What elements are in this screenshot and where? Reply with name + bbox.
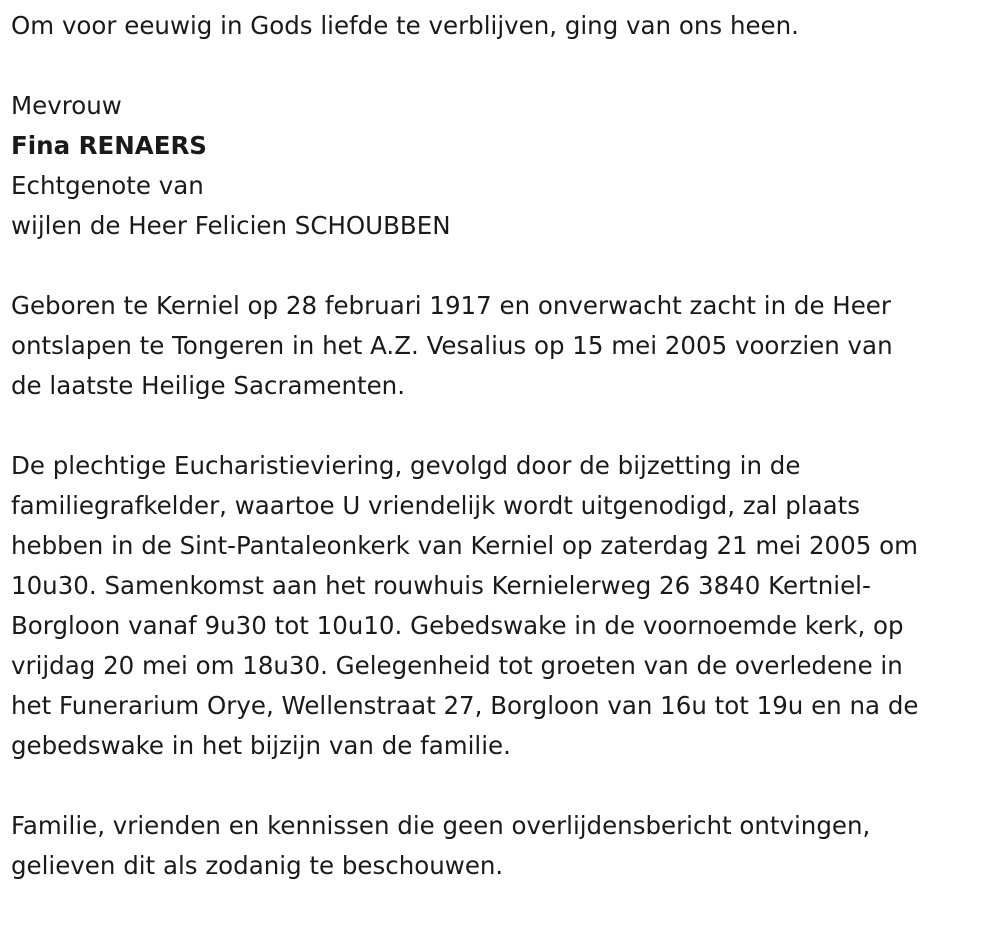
paragraph-line: Borgloon vanaf 9u30 tot 10u10. Gebedswake in de voornoemde kerk, op [11,611,904,640]
relation-line-2: wijlen de Heer Felicien SCHOUBBEN [11,211,451,240]
paragraph-line: 10u30. Samenkomst aan het rouwhuis Kernielerweg 26 3840 Kertniel- [11,571,871,600]
paragraph-line: de laatste Heilige Sacramenten. [11,371,405,400]
birth-paragraph [11,286,996,406]
spacer [11,46,996,86]
paragraph-line: gebedswake in het bijzijn van de familie. [11,731,511,760]
paragraph-line: Geboren te Kerniel op 28 februari 1917 en onverwacht zacht in de Heer [11,291,891,320]
honorific-title: Mevrouw [11,91,122,120]
spacer [11,406,996,446]
paragraph-line: Familie, vrienden en kennissen die geen overlijdensbericht ontvingen, [11,811,871,840]
relation-line-1: Echtgenote van [11,171,204,200]
paragraph-line: hebben in de Sint-Pantaleonkerk van Kerniel op zaterdag 21 mei 2005 om [11,531,918,560]
paragraph-line: vrijdag 20 mei om 18u30. Gelegenheid tot groeten van de overledene in [11,651,903,680]
spacer [11,766,996,806]
paragraph-line: het Funerarium Orye, Wellenstraat 27, Borgloon van 16u tot 19u en na de [11,691,919,720]
paragraph-line: gelieven dit als zodanig te beschouwen. [11,851,504,880]
deceased-name: Fina RENAERS [11,131,207,160]
spacer [11,246,996,286]
intro-text: Om voor eeuwig in Gods liefde te verblijven, ging van ons heen. [11,11,799,40]
closing-paragraph [11,806,996,886]
obituary-notice [11,6,996,886]
paragraph-line: familiegrafkelder, waartoe U vriendelijk wordt uitgenodigd, zal plaats [11,491,861,520]
paragraph-line: De plechtige Eucharistieviering, gevolgd door de bijzetting in de [11,451,801,480]
ceremony-paragraph [11,446,996,766]
paragraph-line: ontslapen te Tongeren in het A.Z. Vesalius op 15 mei 2005 voorzien van [11,331,893,360]
